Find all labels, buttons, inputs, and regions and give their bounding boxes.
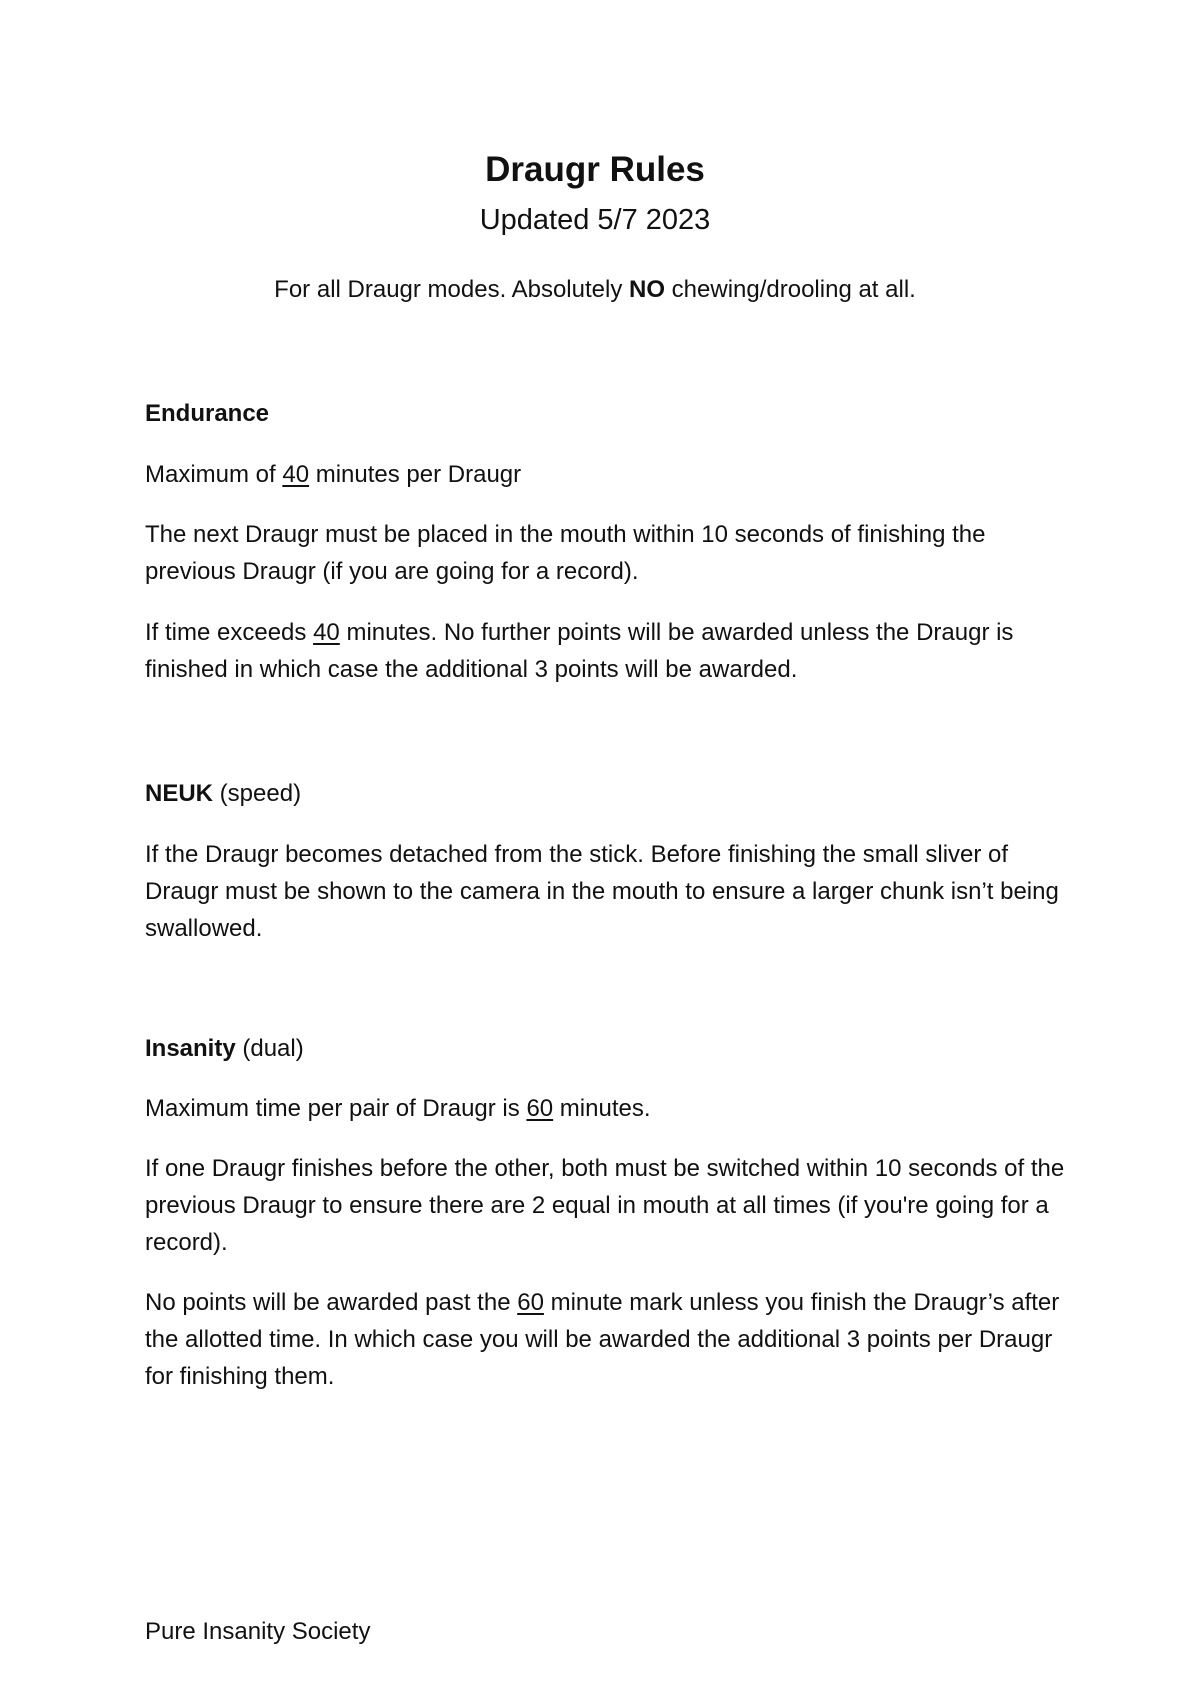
endurance-p3-after: minutes. No further points will be awarded unless the Draugr is finished in which case the additional 3 points will be awarded. (145, 619, 1014, 683)
insanity-time-limit-2: 60 (517, 1289, 544, 1316)
endurance-p3-before: If time exceeds (145, 619, 314, 646)
section-subtitle-insanity: (dual) (235, 1035, 304, 1062)
endurance-p1-before: Maximum of (145, 461, 283, 488)
section-title-insanity: Insanity (145, 1035, 236, 1062)
endurance-paragraph-2: The next Draugr must be placed in the mouth within 10 seconds of finishing the previous Draugr (if you are going for a record). (145, 521, 986, 585)
section-title-neuk: NEUK (145, 780, 214, 807)
insanity-p1-before: Maximum time per pair of Draugr is (145, 1095, 527, 1122)
insanity-p3-before: No points will be awarded past the (145, 1289, 518, 1316)
endurance-paragraph-3 (145, 614, 1065, 688)
endurance-time-limit: 40 (282, 461, 310, 488)
section-title-endurance: Endurance (145, 400, 270, 427)
insanity-paragraph-1 (145, 1090, 1065, 1127)
endurance-p1-after: minutes per Draugr (309, 461, 522, 488)
intro-line (0, 274, 1190, 306)
footer-text: Pure Insanity Society (145, 1618, 371, 1645)
intro-text-after: chewing/drooling at all. (665, 276, 916, 303)
endurance-time-limit-2: 40 (313, 619, 340, 646)
neuk-paragraph-1: If the Draugr becomes detached from the stick. Before finishing the small sliver of Draugr must be shown to the camera in the mouth to ensure a larger chunk isn’t being swallowed. (145, 841, 1059, 942)
section-heading-neuk (145, 778, 1065, 810)
insanity-p1-after: minutes. (553, 1095, 651, 1122)
insanity-time-limit: 60 (526, 1095, 554, 1122)
intro-text-before: For all Draugr modes. Absolutely (274, 276, 629, 303)
endurance-paragraph-1 (145, 456, 1065, 493)
section-heading-insanity (145, 1033, 1065, 1065)
section-heading-endurance (145, 398, 1065, 430)
section-subtitle-neuk: (speed) (213, 780, 302, 807)
page-title: Draugr Rules (485, 150, 705, 189)
insanity-p3-after: minute mark unless you finish the Draugr’s after the allotted time. In which case you will be awarded the additional 3 points per Draugr for finishing them. (145, 1289, 1060, 1390)
intro-emphasis: NO (629, 276, 665, 303)
insanity-paragraph-2: If one Draugr finishes before the other, both must be switched within 10 seconds of the previous Draugr to ensure there are 2 equal in mouth at all times (if you're going for a record). (145, 1155, 1065, 1256)
insanity-paragraph-3 (145, 1284, 1065, 1395)
updated-date: Updated 5/7 2023 (479, 204, 711, 236)
